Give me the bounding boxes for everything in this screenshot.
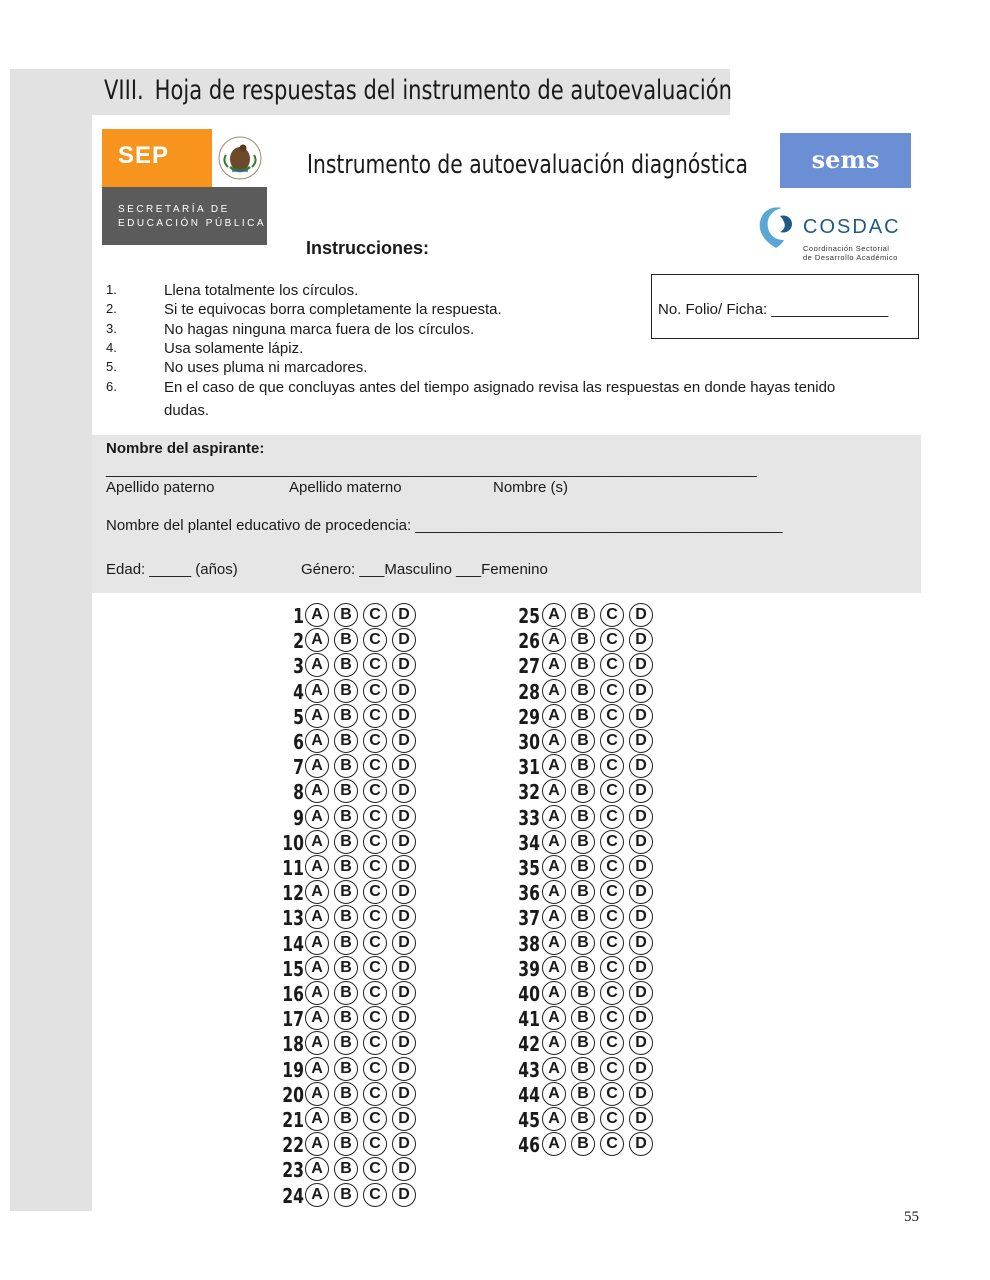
answer-bubble-d[interactable]: D bbox=[629, 628, 653, 652]
answer-bubble-d[interactable]: D bbox=[392, 1157, 416, 1181]
answer-bubble-d[interactable]: D bbox=[392, 653, 416, 677]
answer-bubble-d[interactable]: D bbox=[629, 830, 653, 854]
answer-bubble-d[interactable]: D bbox=[629, 1057, 653, 1081]
answer-bubble-d[interactable]: D bbox=[629, 981, 653, 1005]
question-number: 6 bbox=[293, 730, 304, 754]
answer-bubble-c[interactable]: C bbox=[600, 956, 624, 980]
answer-bubble-a[interactable]: A bbox=[542, 679, 566, 703]
answer-bubble-d[interactable]: D bbox=[392, 1082, 416, 1106]
instruction-number: 2. bbox=[106, 301, 117, 316]
answer-bubble-b[interactable]: B bbox=[571, 1107, 595, 1131]
answer-bubble-a[interactable]: A bbox=[305, 805, 329, 829]
question-number: 15 bbox=[282, 956, 304, 981]
question-number: 34 bbox=[518, 830, 540, 855]
answer-bubble-d[interactable]: D bbox=[629, 880, 653, 904]
answer-bubble-d[interactable]: D bbox=[392, 679, 416, 703]
gender-field[interactable]: Género: ___Masculino ___Femenino bbox=[301, 561, 548, 578]
question-number: 21 bbox=[282, 1108, 304, 1132]
answer-bubble-a[interactable]: A bbox=[305, 754, 329, 778]
answer-bubble-d[interactable]: D bbox=[629, 779, 653, 803]
given-name-label: Nombre (s) bbox=[493, 479, 569, 496]
answer-bubble-d[interactable]: D bbox=[629, 905, 653, 929]
question-number: 24 bbox=[282, 1183, 304, 1208]
answer-bubble-a[interactable]: A bbox=[542, 653, 566, 677]
answer-bubble-b[interactable]: B bbox=[571, 905, 595, 929]
question-number: 40 bbox=[518, 982, 540, 1006]
answer-bubble-c[interactable]: C bbox=[363, 779, 387, 803]
answer-bubble-c[interactable]: C bbox=[363, 679, 387, 703]
sep-acronym: SEP bbox=[118, 142, 170, 169]
sep-logo-gray-block bbox=[102, 187, 267, 245]
answer-bubble-c[interactable]: C bbox=[600, 603, 624, 627]
answer-bubble-c[interactable]: C bbox=[600, 729, 624, 753]
answer-bubble-a[interactable]: A bbox=[542, 603, 566, 627]
answer-bubble-d[interactable]: D bbox=[392, 603, 416, 627]
section-number: VIII. bbox=[104, 75, 144, 106]
answer-bubble-c[interactable]: C bbox=[600, 679, 624, 703]
answer-bubble-a[interactable]: A bbox=[305, 628, 329, 652]
question-number: 28 bbox=[518, 679, 540, 704]
answer-bubble-b[interactable]: B bbox=[334, 905, 358, 929]
answer-bubble-a[interactable]: A bbox=[305, 679, 329, 703]
answer-bubble-d[interactable]: D bbox=[392, 931, 416, 955]
question-number: 44 bbox=[518, 1082, 540, 1107]
question-number: 42 bbox=[518, 1032, 540, 1057]
answer-bubble-a[interactable]: A bbox=[542, 855, 566, 879]
cosdac-subtitle bbox=[803, 244, 898, 262]
instruction-number: 4. bbox=[106, 340, 117, 355]
answer-bubble-c[interactable]: C bbox=[363, 1057, 387, 1081]
question-number: 7 bbox=[293, 755, 304, 780]
answer-bubble-c[interactable]: C bbox=[363, 855, 387, 879]
answer-bubble-d[interactable]: D bbox=[392, 1132, 416, 1156]
answer-bubble-b[interactable]: B bbox=[571, 603, 595, 627]
answer-bubble-c[interactable]: C bbox=[363, 905, 387, 929]
answer-bubble-b[interactable]: B bbox=[571, 855, 595, 879]
applicant-section bbox=[92, 435, 921, 593]
answer-bubble-c[interactable]: C bbox=[600, 1057, 624, 1081]
answer-bubble-b[interactable]: B bbox=[571, 1132, 595, 1156]
question-number: 23 bbox=[282, 1158, 304, 1183]
answer-bubble-b[interactable]: B bbox=[571, 1006, 595, 1030]
instruction-text: No uses pluma ni marcadores. bbox=[164, 359, 368, 376]
page-number: 55 bbox=[904, 1209, 919, 1225]
answer-bubble-b[interactable]: B bbox=[571, 779, 595, 803]
answer-bubble-c[interactable]: C bbox=[600, 1031, 624, 1055]
answer-bubble-d[interactable]: D bbox=[629, 653, 653, 677]
answer-bubble-c[interactable]: C bbox=[363, 603, 387, 627]
answer-bubble-b[interactable]: B bbox=[571, 830, 595, 854]
answer-bubble-a[interactable]: A bbox=[542, 805, 566, 829]
question-number: 18 bbox=[282, 1032, 304, 1057]
answer-bubble-b[interactable]: B bbox=[334, 1006, 358, 1030]
answer-bubble-a[interactable]: A bbox=[305, 981, 329, 1005]
age-field[interactable]: Edad: _____ (años) bbox=[106, 561, 238, 578]
answer-bubble-c[interactable]: C bbox=[600, 805, 624, 829]
answer-bubble-d[interactable]: D bbox=[629, 956, 653, 980]
answer-bubble-d[interactable]: D bbox=[392, 754, 416, 778]
question-number: 1 bbox=[293, 604, 304, 628]
answer-bubble-b[interactable]: B bbox=[334, 956, 358, 980]
answer-bubble-c[interactable]: C bbox=[363, 830, 387, 854]
sems-logo bbox=[780, 133, 911, 188]
answer-bubble-c[interactable]: C bbox=[363, 704, 387, 728]
instruction-number: 6. bbox=[106, 379, 117, 394]
answer-bubble-c[interactable]: C bbox=[363, 1082, 387, 1106]
cosdac-subtitle-line1: Coordinación Sectorial bbox=[803, 244, 890, 253]
answer-bubble-d[interactable]: D bbox=[392, 704, 416, 728]
answer-bubble-d[interactable]: D bbox=[629, 931, 653, 955]
answer-bubble-c[interactable]: C bbox=[363, 729, 387, 753]
answer-bubble-c[interactable]: C bbox=[600, 905, 624, 929]
instruction-text: dudas. bbox=[164, 402, 210, 419]
answer-bubble-a[interactable]: A bbox=[305, 1057, 329, 1081]
answer-bubble-d[interactable]: D bbox=[629, 729, 653, 753]
question-number: 39 bbox=[518, 956, 540, 981]
answer-bubble-c[interactable]: C bbox=[600, 1082, 624, 1106]
form-title: Instrumento de autoevaluación diagnóstica bbox=[307, 150, 748, 180]
question-number: 14 bbox=[282, 931, 304, 956]
answer-bubble-d[interactable]: D bbox=[629, 754, 653, 778]
question-number: 22 bbox=[282, 1133, 304, 1158]
answer-bubble-a[interactable]: A bbox=[305, 1006, 329, 1030]
answer-bubble-d[interactable]: D bbox=[392, 628, 416, 652]
answer-bubble-c[interactable]: C bbox=[600, 1006, 624, 1030]
answer-bubble-d[interactable]: D bbox=[392, 855, 416, 879]
answer-bubble-b[interactable]: B bbox=[334, 880, 358, 904]
answer-bubble-d[interactable]: D bbox=[629, 1107, 653, 1131]
answer-bubble-b[interactable]: B bbox=[334, 1132, 358, 1156]
answer-bubble-b[interactable]: B bbox=[334, 931, 358, 955]
answer-bubble-d[interactable]: D bbox=[629, 805, 653, 829]
cosdac-name: COSDAC bbox=[803, 216, 901, 238]
answer-bubble-a[interactable]: A bbox=[542, 830, 566, 854]
answer-bubble-c[interactable]: C bbox=[600, 981, 624, 1005]
answer-bubble-b[interactable]: B bbox=[334, 628, 358, 652]
paternal-surname-label: Apellido paterno bbox=[106, 479, 215, 496]
answer-bubble-a[interactable]: A bbox=[305, 830, 329, 854]
question-number: 2 bbox=[293, 629, 304, 654]
answer-bubble-a[interactable]: A bbox=[305, 931, 329, 955]
answer-bubble-c[interactable]: C bbox=[363, 956, 387, 980]
answer-bubble-a[interactable]: A bbox=[542, 956, 566, 980]
sep-logo bbox=[102, 129, 267, 245]
answer-bubble-a[interactable]: A bbox=[305, 1183, 329, 1207]
answer-bubble-c[interactable]: C bbox=[363, 931, 387, 955]
answer-bubble-b[interactable]: B bbox=[571, 628, 595, 652]
question-number: 4 bbox=[293, 679, 304, 704]
answer-bubble-c[interactable]: C bbox=[363, 1157, 387, 1181]
mexico-eagle-emblem-icon bbox=[212, 129, 267, 187]
answer-bubble-a[interactable]: A bbox=[542, 905, 566, 929]
answer-bubble-c[interactable]: C bbox=[600, 704, 624, 728]
answer-bubble-b[interactable]: B bbox=[571, 805, 595, 829]
answer-bubble-d[interactable]: D bbox=[392, 779, 416, 803]
answer-bubble-d[interactable]: D bbox=[629, 679, 653, 703]
answer-bubble-a[interactable]: A bbox=[305, 603, 329, 627]
answer-bubble-d[interactable]: D bbox=[629, 1082, 653, 1106]
answer-bubble-b[interactable]: B bbox=[334, 1031, 358, 1055]
answer-bubble-a[interactable]: A bbox=[305, 729, 329, 753]
answer-bubble-b[interactable]: B bbox=[334, 1157, 358, 1181]
answer-bubble-d[interactable]: D bbox=[392, 880, 416, 904]
answer-bubble-b[interactable]: B bbox=[571, 880, 595, 904]
answer-bubble-b[interactable]: B bbox=[334, 981, 358, 1005]
answer-bubble-a[interactable]: A bbox=[305, 855, 329, 879]
answer-bubble-c[interactable]: C bbox=[600, 855, 624, 879]
answer-bubble-d[interactable]: D bbox=[629, 603, 653, 627]
answer-bubble-a[interactable]: A bbox=[542, 981, 566, 1005]
answer-bubble-c[interactable]: C bbox=[363, 1132, 387, 1156]
question-number: 3 bbox=[293, 654, 304, 679]
answer-bubble-c[interactable]: C bbox=[363, 1183, 387, 1207]
answer-bubble-b[interactable]: B bbox=[571, 1057, 595, 1081]
answer-bubble-b[interactable]: B bbox=[334, 830, 358, 854]
instruction-number: 3. bbox=[106, 321, 117, 336]
answer-bubble-c[interactable]: C bbox=[600, 880, 624, 904]
question-number: 41 bbox=[518, 1007, 540, 1032]
answer-bubble-a[interactable]: A bbox=[542, 1107, 566, 1131]
answer-bubble-d[interactable]: D bbox=[629, 1132, 653, 1156]
question-number: 38 bbox=[518, 931, 540, 956]
folio-box bbox=[651, 274, 919, 339]
answer-bubble-a[interactable]: A bbox=[305, 1132, 329, 1156]
question-number: 8 bbox=[293, 780, 304, 805]
answer-bubble-a[interactable]: A bbox=[542, 754, 566, 778]
question-number: 36 bbox=[518, 881, 540, 906]
instruction-text: Usa solamente lápiz. bbox=[164, 340, 304, 357]
answer-bubble-b[interactable]: B bbox=[334, 1057, 358, 1081]
answer-bubble-a[interactable]: A bbox=[542, 628, 566, 652]
answer-bubble-d[interactable]: D bbox=[629, 1031, 653, 1055]
answer-bubble-a[interactable]: A bbox=[305, 905, 329, 929]
question-number: 37 bbox=[518, 906, 540, 931]
answer-bubble-a[interactable]: A bbox=[542, 779, 566, 803]
answer-bubble-c[interactable]: C bbox=[600, 1132, 624, 1156]
sep-logo-orange-block bbox=[102, 129, 212, 187]
cosdac-logo bbox=[756, 206, 916, 264]
answer-bubble-a[interactable]: A bbox=[542, 1031, 566, 1055]
question-number: 20 bbox=[282, 1082, 304, 1107]
answer-bubble-a[interactable]: A bbox=[305, 704, 329, 728]
answer-bubble-b[interactable]: B bbox=[571, 729, 595, 753]
folio-field[interactable]: No. Folio/ Ficha: ______________ bbox=[658, 301, 889, 318]
answer-bubble-a[interactable]: A bbox=[542, 1057, 566, 1081]
instruction-number: 5. bbox=[106, 359, 117, 374]
question-number: 25 bbox=[518, 604, 540, 628]
answer-bubble-d[interactable]: D bbox=[392, 830, 416, 854]
sep-name-line1: SECRETARÍA DE bbox=[118, 204, 230, 215]
answer-bubble-b[interactable]: B bbox=[571, 704, 595, 728]
answer-bubble-c[interactable]: C bbox=[600, 1107, 624, 1131]
answer-bubble-d[interactable]: D bbox=[392, 729, 416, 753]
answer-bubble-b[interactable]: B bbox=[571, 956, 595, 980]
answer-bubble-d[interactable]: D bbox=[392, 1183, 416, 1207]
answer-bubble-c[interactable]: C bbox=[363, 1031, 387, 1055]
answer-bubble-b[interactable]: B bbox=[334, 653, 358, 677]
sep-name-line2: EDUCACIÓN PÚBLICA bbox=[118, 218, 267, 229]
answer-bubble-c[interactable]: C bbox=[600, 830, 624, 854]
answer-bubble-a[interactable]: A bbox=[305, 1157, 329, 1181]
answer-bubble-c[interactable]: C bbox=[363, 653, 387, 677]
answer-bubble-b[interactable]: B bbox=[334, 603, 358, 627]
instruction-text: Llena totalmente los círculos. bbox=[164, 282, 359, 299]
answer-bubble-d[interactable]: D bbox=[392, 1031, 416, 1055]
answer-bubble-d[interactable]: D bbox=[392, 956, 416, 980]
question-number: 12 bbox=[282, 881, 304, 906]
answer-bubble-c[interactable]: C bbox=[363, 1107, 387, 1131]
answer-bubble-d[interactable]: D bbox=[392, 805, 416, 829]
answer-bubble-b[interactable]: B bbox=[571, 1082, 595, 1106]
question-number: 17 bbox=[282, 1007, 304, 1032]
answer-bubble-a[interactable]: A bbox=[305, 880, 329, 904]
answer-bubble-d[interactable]: D bbox=[392, 1107, 416, 1131]
applicant-name-line[interactable]: ______________________________________________________________________________ bbox=[106, 461, 757, 478]
sems-logo-text: sems bbox=[811, 145, 880, 174]
instructions-heading: Instrucciones: bbox=[306, 238, 430, 258]
answer-bubble-b[interactable]: B bbox=[571, 931, 595, 955]
answer-bubble-c[interactable]: C bbox=[600, 779, 624, 803]
answer-bubble-a[interactable]: A bbox=[542, 880, 566, 904]
answer-bubble-a[interactable]: A bbox=[542, 1006, 566, 1030]
section-title: Hoja de respuestas del instrumento de autoevaluación bbox=[154, 75, 732, 106]
answer-bubble-d[interactable]: D bbox=[392, 1006, 416, 1030]
answer-bubble-c[interactable]: C bbox=[363, 754, 387, 778]
answer-bubble-b[interactable]: B bbox=[334, 704, 358, 728]
cosdac-swirl-icon bbox=[756, 206, 796, 250]
answer-bubble-a[interactable]: A bbox=[305, 1031, 329, 1055]
question-number: 45 bbox=[518, 1108, 540, 1132]
answer-bubble-b[interactable]: B bbox=[571, 653, 595, 677]
question-number: 46 bbox=[518, 1133, 540, 1158]
question-number: 35 bbox=[518, 856, 540, 880]
question-number: 31 bbox=[518, 755, 540, 780]
question-number: 27 bbox=[518, 654, 540, 679]
answer-bubble-b[interactable]: B bbox=[334, 1183, 358, 1207]
answer-bubble-b[interactable]: B bbox=[334, 779, 358, 803]
instruction-text: En el caso de que concluyas antes del tiempo asignado revisa las respuestas en donde hayas tenido bbox=[164, 379, 836, 396]
question-number: 26 bbox=[518, 629, 540, 654]
answer-bubble-b[interactable]: B bbox=[334, 855, 358, 879]
answer-bubble-b[interactable]: B bbox=[571, 679, 595, 703]
school-field[interactable]: Nombre del plantel educativo de procedencia: ____________________________________________ bbox=[106, 517, 783, 534]
answer-bubble-c[interactable]: C bbox=[363, 628, 387, 652]
cosdac-subtitle-line2: de Desarrollo Académico bbox=[803, 253, 898, 262]
answer-bubble-c[interactable]: C bbox=[600, 628, 624, 652]
answer-bubble-b[interactable]: B bbox=[571, 1031, 595, 1055]
question-number: 10 bbox=[282, 830, 304, 855]
answer-bubble-c[interactable]: C bbox=[363, 981, 387, 1005]
answer-bubble-b[interactable]: B bbox=[334, 1107, 358, 1131]
applicant-heading: Nombre del aspirante: bbox=[106, 440, 265, 457]
question-number: 29 bbox=[518, 704, 540, 729]
answer-bubble-a[interactable]: A bbox=[542, 1082, 566, 1106]
answer-bubble-c[interactable]: C bbox=[363, 805, 387, 829]
instruction-text: No hagas ninguna marca fuera de los círculos. bbox=[164, 321, 475, 338]
answer-bubble-b[interactable]: B bbox=[334, 754, 358, 778]
answer-bubble-a[interactable]: A bbox=[305, 779, 329, 803]
question-number: 33 bbox=[518, 805, 540, 830]
answer-bubble-c[interactable]: C bbox=[363, 880, 387, 904]
answer-bubble-d[interactable]: D bbox=[629, 704, 653, 728]
maternal-surname-label: Apellido materno bbox=[289, 479, 402, 496]
answer-bubble-b[interactable]: B bbox=[334, 729, 358, 753]
answer-bubble-b[interactable]: B bbox=[334, 1082, 358, 1106]
answer-bubble-a[interactable]: A bbox=[542, 1132, 566, 1156]
instruction-number: 1. bbox=[106, 282, 117, 297]
answer-bubble-d[interactable]: D bbox=[629, 1006, 653, 1030]
question-number: 9 bbox=[293, 805, 304, 830]
question-number: 16 bbox=[282, 982, 304, 1006]
section-banner bbox=[92, 69, 730, 115]
answer-bubble-d[interactable]: D bbox=[629, 855, 653, 879]
answer-bubble-b[interactable]: B bbox=[571, 754, 595, 778]
answer-bubble-c[interactable]: C bbox=[600, 754, 624, 778]
answer-bubble-b[interactable]: B bbox=[334, 679, 358, 703]
instruction-text: Si te equivocas borra completamente la respuesta. bbox=[164, 301, 502, 318]
answer-bubble-a[interactable]: A bbox=[305, 1082, 329, 1106]
answer-bubble-a[interactable]: A bbox=[542, 729, 566, 753]
answer-bubble-b[interactable]: B bbox=[571, 981, 595, 1005]
answer-bubble-a[interactable]: A bbox=[305, 1107, 329, 1131]
answer-bubble-d[interactable]: D bbox=[392, 905, 416, 929]
answer-bubble-a[interactable]: A bbox=[305, 956, 329, 980]
answer-bubble-c[interactable]: C bbox=[363, 1006, 387, 1030]
left-margin-strip bbox=[10, 69, 92, 1211]
answer-bubble-a[interactable]: A bbox=[305, 653, 329, 677]
answer-bubble-d[interactable]: D bbox=[392, 981, 416, 1005]
question-number: 43 bbox=[518, 1057, 540, 1082]
question-number: 30 bbox=[518, 730, 540, 754]
question-number: 19 bbox=[282, 1057, 304, 1082]
question-number: 32 bbox=[518, 780, 540, 805]
question-number: 13 bbox=[282, 906, 304, 931]
answer-bubble-d[interactable]: D bbox=[392, 1057, 416, 1081]
answer-bubble-c[interactable]: C bbox=[600, 931, 624, 955]
question-number: 11 bbox=[282, 856, 304, 880]
question-number: 5 bbox=[293, 704, 304, 729]
answer-bubble-c[interactable]: C bbox=[600, 653, 624, 677]
answer-bubble-a[interactable]: A bbox=[542, 704, 566, 728]
answer-bubble-a[interactable]: A bbox=[542, 931, 566, 955]
answer-bubble-b[interactable]: B bbox=[334, 805, 358, 829]
